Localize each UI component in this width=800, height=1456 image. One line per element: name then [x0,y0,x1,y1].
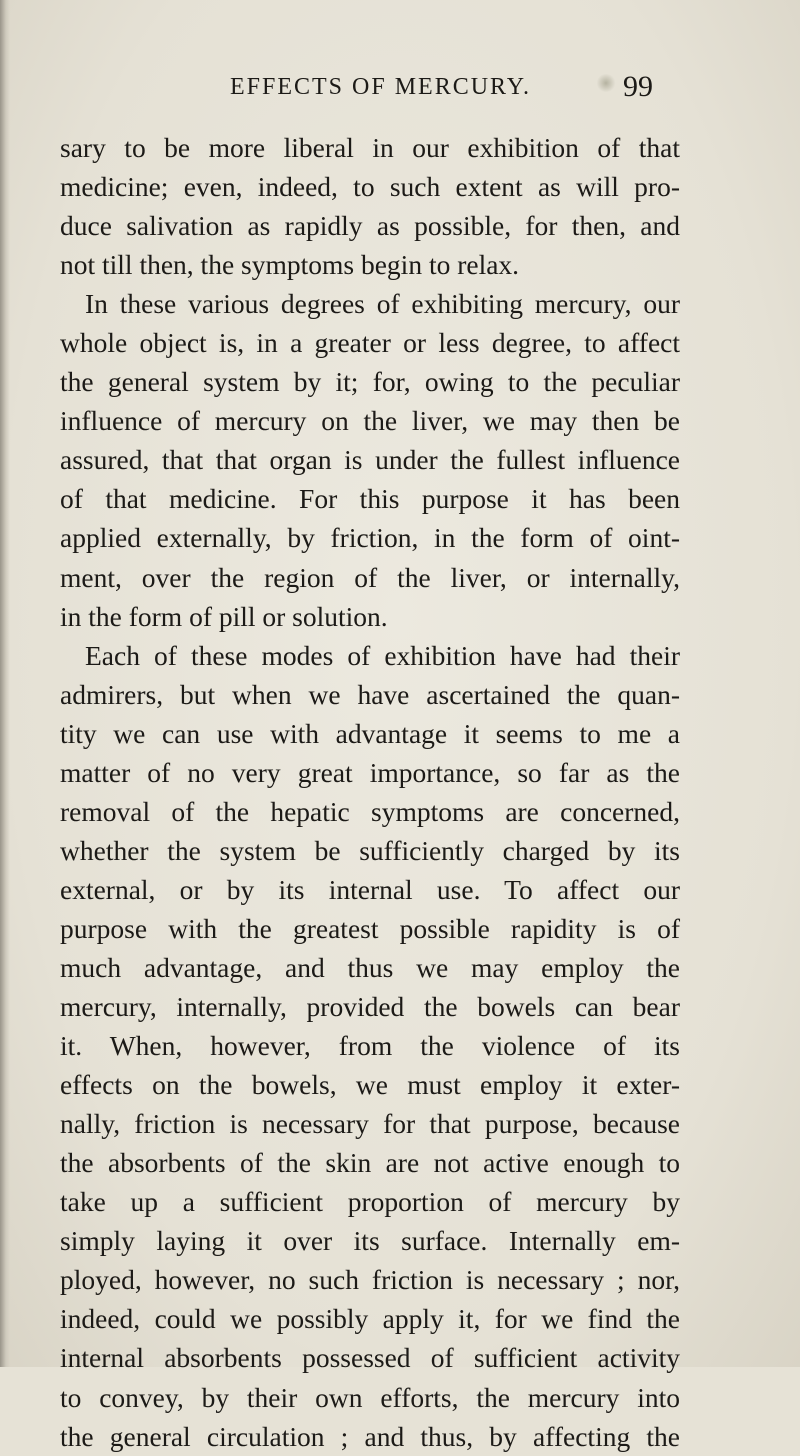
page-edge-shadow [0,0,10,1367]
text-line: simply laying it over its surface. Internally em- [60,1225,680,1257]
text-line: whether the system be sufficiently charged by its [60,834,680,866]
text-line: tity we can use with advantage it seems to me a [60,717,680,749]
page-header [0,70,800,114]
text-line: external, or by its internal use. To affect our [60,873,680,905]
text-line: ment, over the region of the liver, or internally, [60,561,680,593]
text-line: assured, that that organ is under the fullest influence [60,444,680,476]
text-line: internal absorbents possessed of sufficient activity [60,1342,680,1374]
text-line: ployed, however, no such friction is necessary ; nor, [60,1264,680,1296]
text-line: much advantage, and thus we may employ the [60,951,680,983]
text-line: to convey, by their own efforts, the mercury into [60,1381,680,1413]
text-line: nally, friction is necessary for that purpose, because [60,1108,680,1140]
running-head: EFFECTS OF MERCURY. [230,74,531,100]
text-line: applied externally, by friction, in the form of oint- [60,522,680,554]
page-number: 99 [623,70,653,103]
ink-smudge [596,74,616,92]
text-line: purpose with the greatest possible rapidity is of [60,912,680,944]
text-line: in the form of pill or solution. [60,600,388,632]
text-line: it. When, however, from the violence of its [60,1030,680,1062]
text-line: mercury, internally, provided the bowels can bear [60,991,680,1023]
text-line: In these various degrees of exhibiting mercury, our [85,288,680,320]
text-line: the general system by it; for, owing to the peculiar [60,366,680,398]
text-line: the general circulation ; and thus, by affecting the [60,1420,680,1452]
text-line: whole object is, in a greater or less degree, to affect [60,327,680,359]
text-line: removal of the hepatic symptoms are concerned, [60,795,680,827]
text-line: admirers, but when we have ascertained the quan- [60,678,680,710]
text-line: effects on the bowels, we must employ it exter- [60,1069,680,1101]
text-line: medicine; even, indeed, to such extent as will pro- [60,171,680,203]
text-line: influence of mercury on the liver, we may then be [60,405,680,437]
text-line: indeed, could we possibly apply it, for we find the [60,1303,680,1335]
text-line: of that medicine. For this purpose it has been [60,483,680,515]
text-line: Each of these modes of exhibition have had their [85,639,680,671]
text-line: duce salivation as rapidly as possible, for then, and [60,210,680,242]
text-line: take up a sufficient proportion of mercury by [60,1186,680,1218]
text-line: sary to be more liberal in our exhibition of that [60,132,680,163]
text-line: the absorbents of the skin are not active enough to [60,1147,680,1179]
text-line: matter of no very great importance, so far as the [60,756,680,788]
body-text [60,128,680,1456]
text-line: not till then, the symptoms begin to relax. [60,249,520,281]
